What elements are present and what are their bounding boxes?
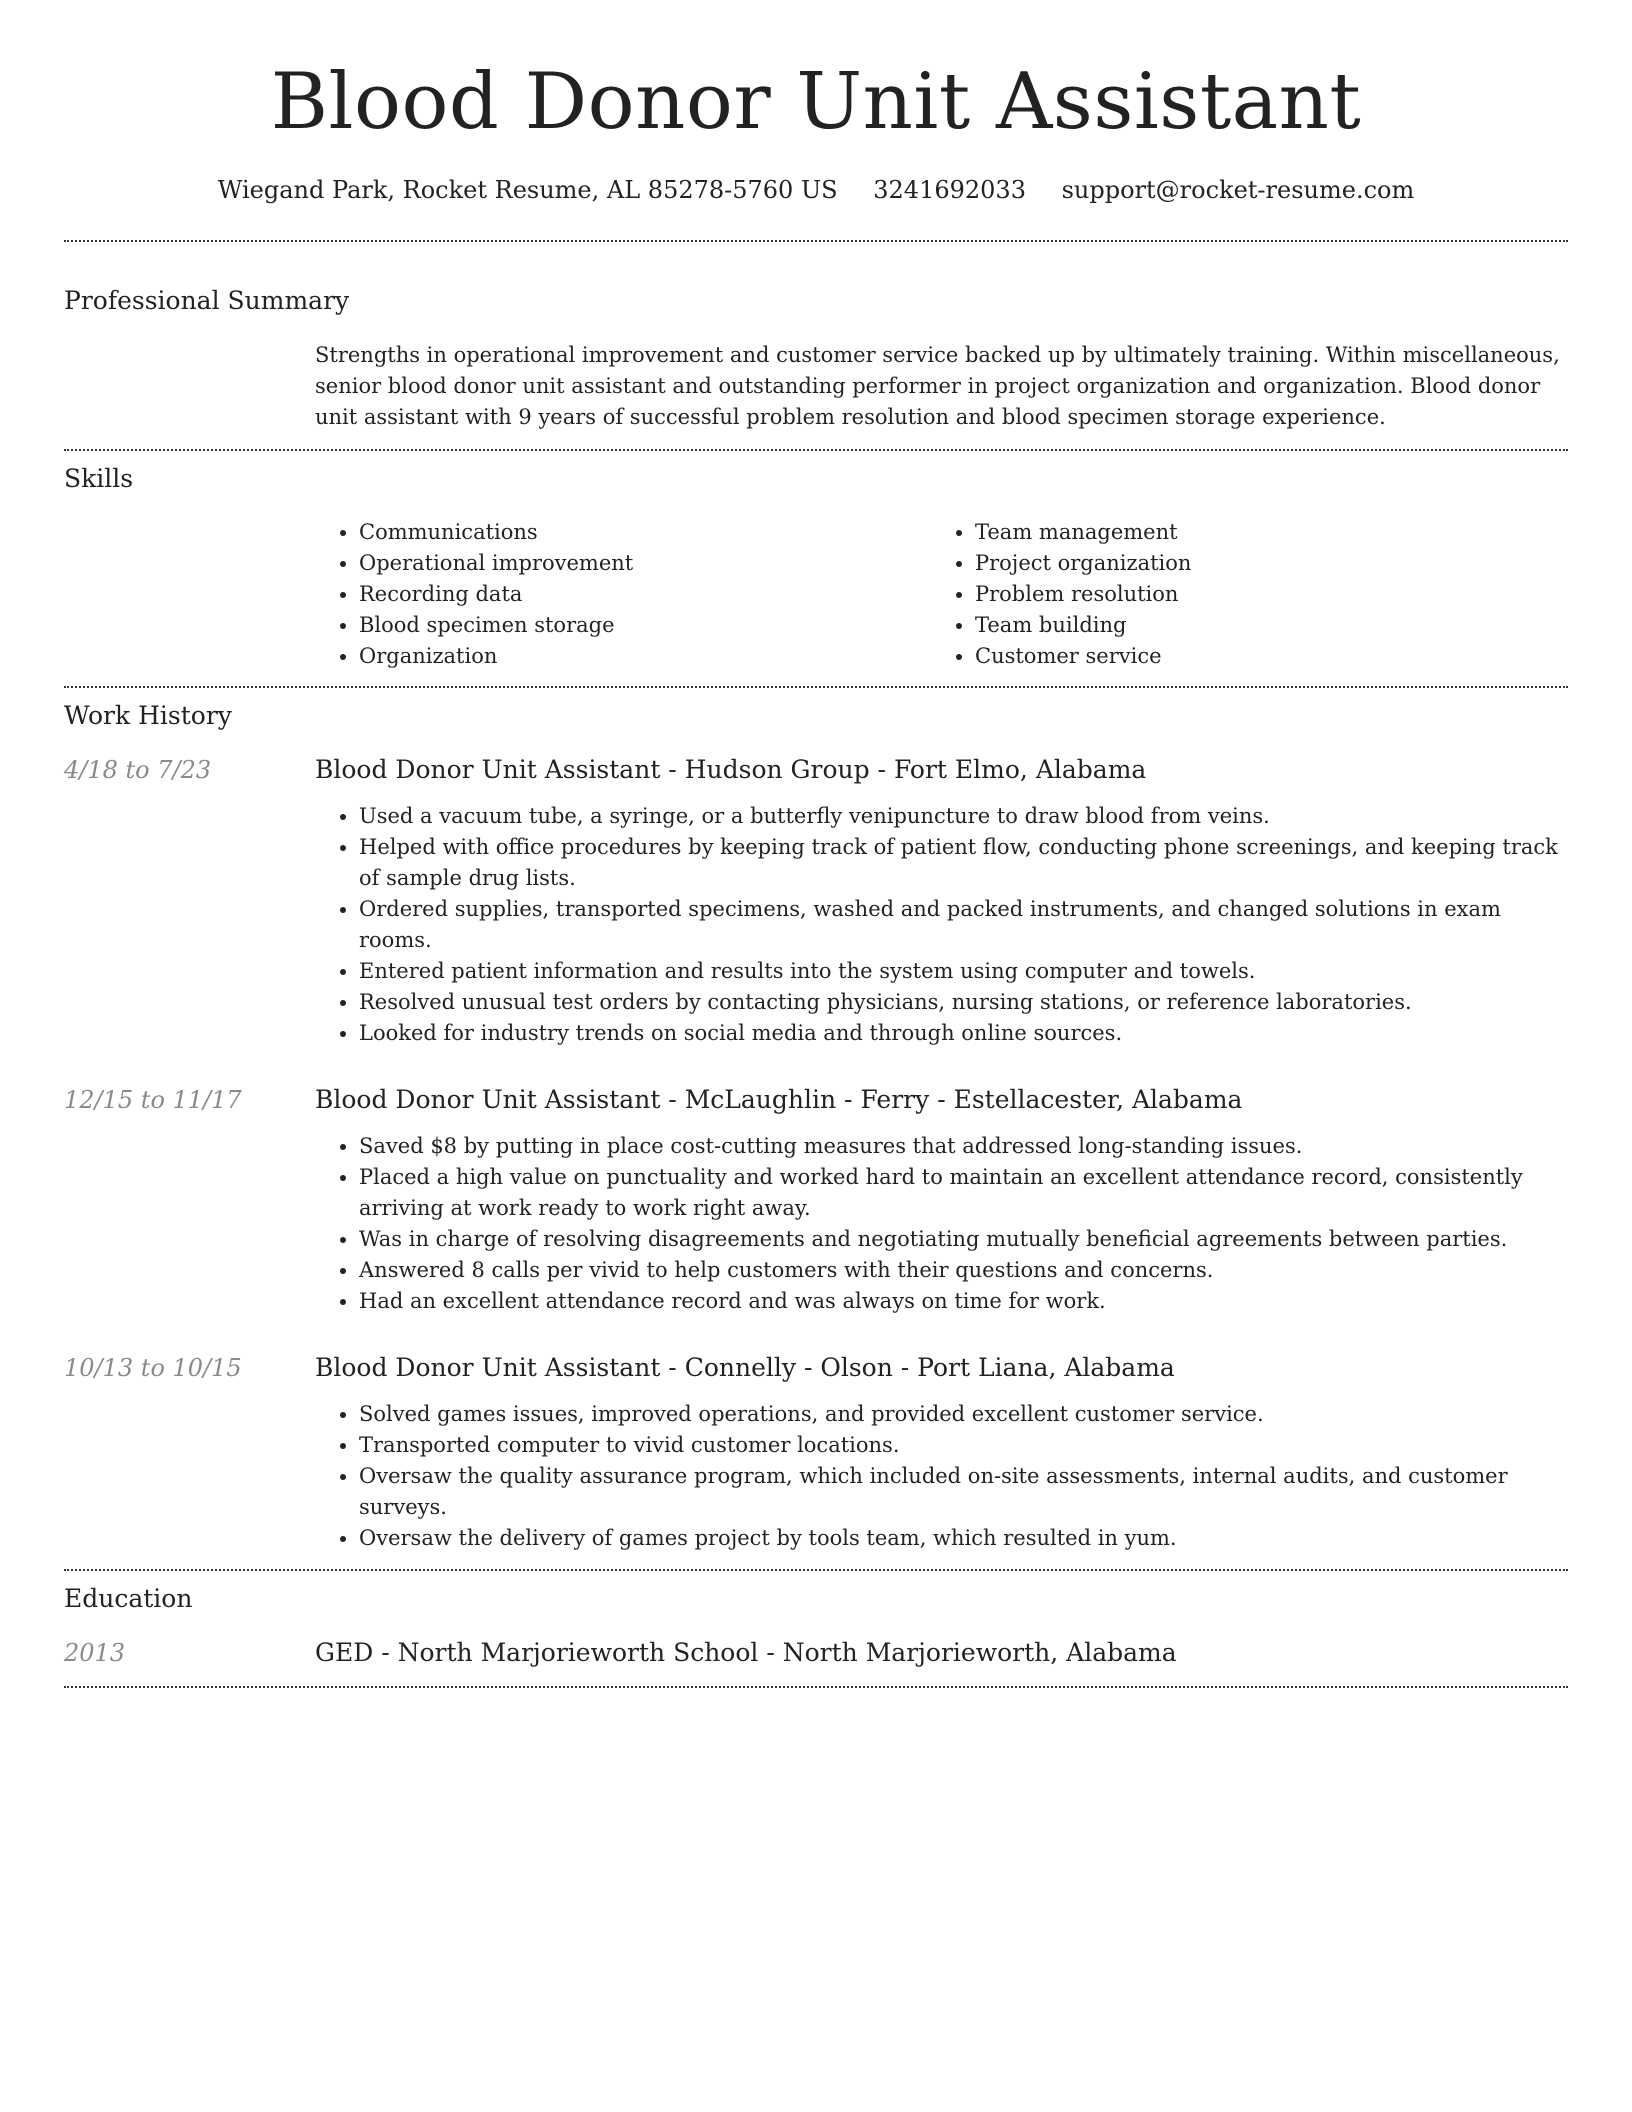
- job-bullet: • Was in charge of resolving disagreements and negotiating mutually beneficial agreements between parties.: [359, 1224, 1568, 1255]
- education-entry: [64, 1636, 1568, 1670]
- skill-item: • Team building: [975, 610, 1547, 641]
- summary-text: Strengths in operational improvement and customer service backed up by ultimately training. Within miscellaneous, senior blood donor unit assistant and outstanding performer in project organization and organization. Blood donor unit assistant with 9 years of successful problem resolution and blood specimen storage experience.: [315, 343, 1560, 429]
- candidate-name: Blood Donor Unit Assistant: [270, 57, 1362, 147]
- job-date: 12/15 to 11/17: [64, 1086, 242, 1114]
- job-bullet: • Helped with office procedures by keeping track of patient flow, conducting phone screenings, and keeping track of sample drug lists.: [359, 832, 1568, 894]
- job-bullet: • Ordered supplies, transported specimens, washed and packed instruments, and changed solutions in exam rooms.: [359, 894, 1568, 956]
- job-bullet: • Looked for industry trends on social media and through online sources.: [359, 1018, 1568, 1049]
- job-bullet: • Resolved unusual test orders by contacting physicians, nursing stations, or reference laboratories.: [359, 987, 1568, 1018]
- skills-grid: [315, 517, 1568, 672]
- job-entry: [64, 753, 1568, 1049]
- skill-item: • Blood specimen storage: [359, 610, 931, 641]
- skill-item: • Operational improvement: [359, 548, 931, 579]
- job-bullet: • Oversaw the quality assurance program, which included on-site assessments, internal audits, and customer surveys.: [359, 1461, 1568, 1523]
- job-bullet: • Answered 8 calls per vivid to help customers with their questions and concerns.: [359, 1255, 1568, 1286]
- education-degree: GED - North Marjorieworth School - North Marjorieworth, Alabama: [315, 1638, 1177, 1667]
- section-title-work-history: Work History: [64, 701, 232, 730]
- job-bullet: • Oversaw the delivery of games project by tools team, which resulted in yum.: [359, 1523, 1568, 1554]
- job-bullet: • Entered patient information and results into the system using computer and towels.: [359, 956, 1568, 987]
- job-date: 10/13 to 10/15: [64, 1354, 242, 1382]
- work-history-section: [64, 688, 1568, 1569]
- contact-address: Wiegand Park, Rocket Resume, AL 85278-5760 US: [217, 176, 838, 204]
- job-title: Blood Donor Unit Assistant - Hudson Group - Fort Elmo, Alabama: [315, 755, 1147, 784]
- skills-section: [64, 451, 1568, 686]
- section-title-skills: Skills: [64, 464, 134, 493]
- skills-list-left: [315, 517, 931, 672]
- section-title-summary: Professional Summary: [64, 286, 350, 315]
- job-bullet: • Transported computer to vivid customer locations.: [359, 1430, 1568, 1461]
- job-bullets: [315, 801, 1568, 1049]
- job-bullet: • Used a vacuum tube, a syringe, or a butterfly venipuncture to draw blood from veins.: [359, 801, 1568, 832]
- skill-item: • Communications: [359, 517, 931, 548]
- job-bullet: • Saved $8 by putting in place cost-cutting measures that addressed long-standing issues.: [359, 1131, 1568, 1162]
- job-entry: [64, 1083, 1568, 1317]
- section-title-education: Education: [64, 1584, 193, 1613]
- skill-item: • Project organization: [975, 548, 1547, 579]
- resume-header: [64, 0, 1568, 206]
- skill-item: • Organization: [359, 641, 931, 672]
- skills-list-right: [931, 517, 1547, 672]
- job-bullet: • Solved games issues, improved operations, and provided excellent customer service.: [359, 1399, 1568, 1430]
- divider: [64, 1686, 1568, 1688]
- skill-item: • Problem resolution: [975, 579, 1547, 610]
- job-date: 4/18 to 7/23: [64, 756, 212, 784]
- education-date: 2013: [64, 1639, 126, 1667]
- job-title: Blood Donor Unit Assistant - Connelly - Olson - Port Liana, Alabama: [315, 1353, 1175, 1382]
- skill-item: • Recording data: [359, 579, 931, 610]
- job-bullets: [315, 1399, 1568, 1554]
- contact-line: [64, 174, 1568, 206]
- contact-phone: 3241692033: [873, 176, 1026, 204]
- job-bullets: [315, 1131, 1568, 1317]
- job-title: Blood Donor Unit Assistant - McLaughlin - Ferry - Estellacester, Alabama: [315, 1085, 1243, 1114]
- education-section: [64, 1571, 1568, 1686]
- job-bullet: • Placed a high value on punctuality and worked hard to maintain an excellent attendance record, consistently arriving at work ready to work right away.: [359, 1162, 1568, 1224]
- skill-item: • Team management: [975, 517, 1547, 548]
- skill-item: • Customer service: [975, 641, 1547, 672]
- contact-email: support@rocket-resume.com: [1061, 176, 1415, 204]
- job-bullet: • Had an excellent attendance record and was always on time for work.: [359, 1286, 1568, 1317]
- summary-section: [64, 242, 1568, 449]
- job-entry: [64, 1351, 1568, 1554]
